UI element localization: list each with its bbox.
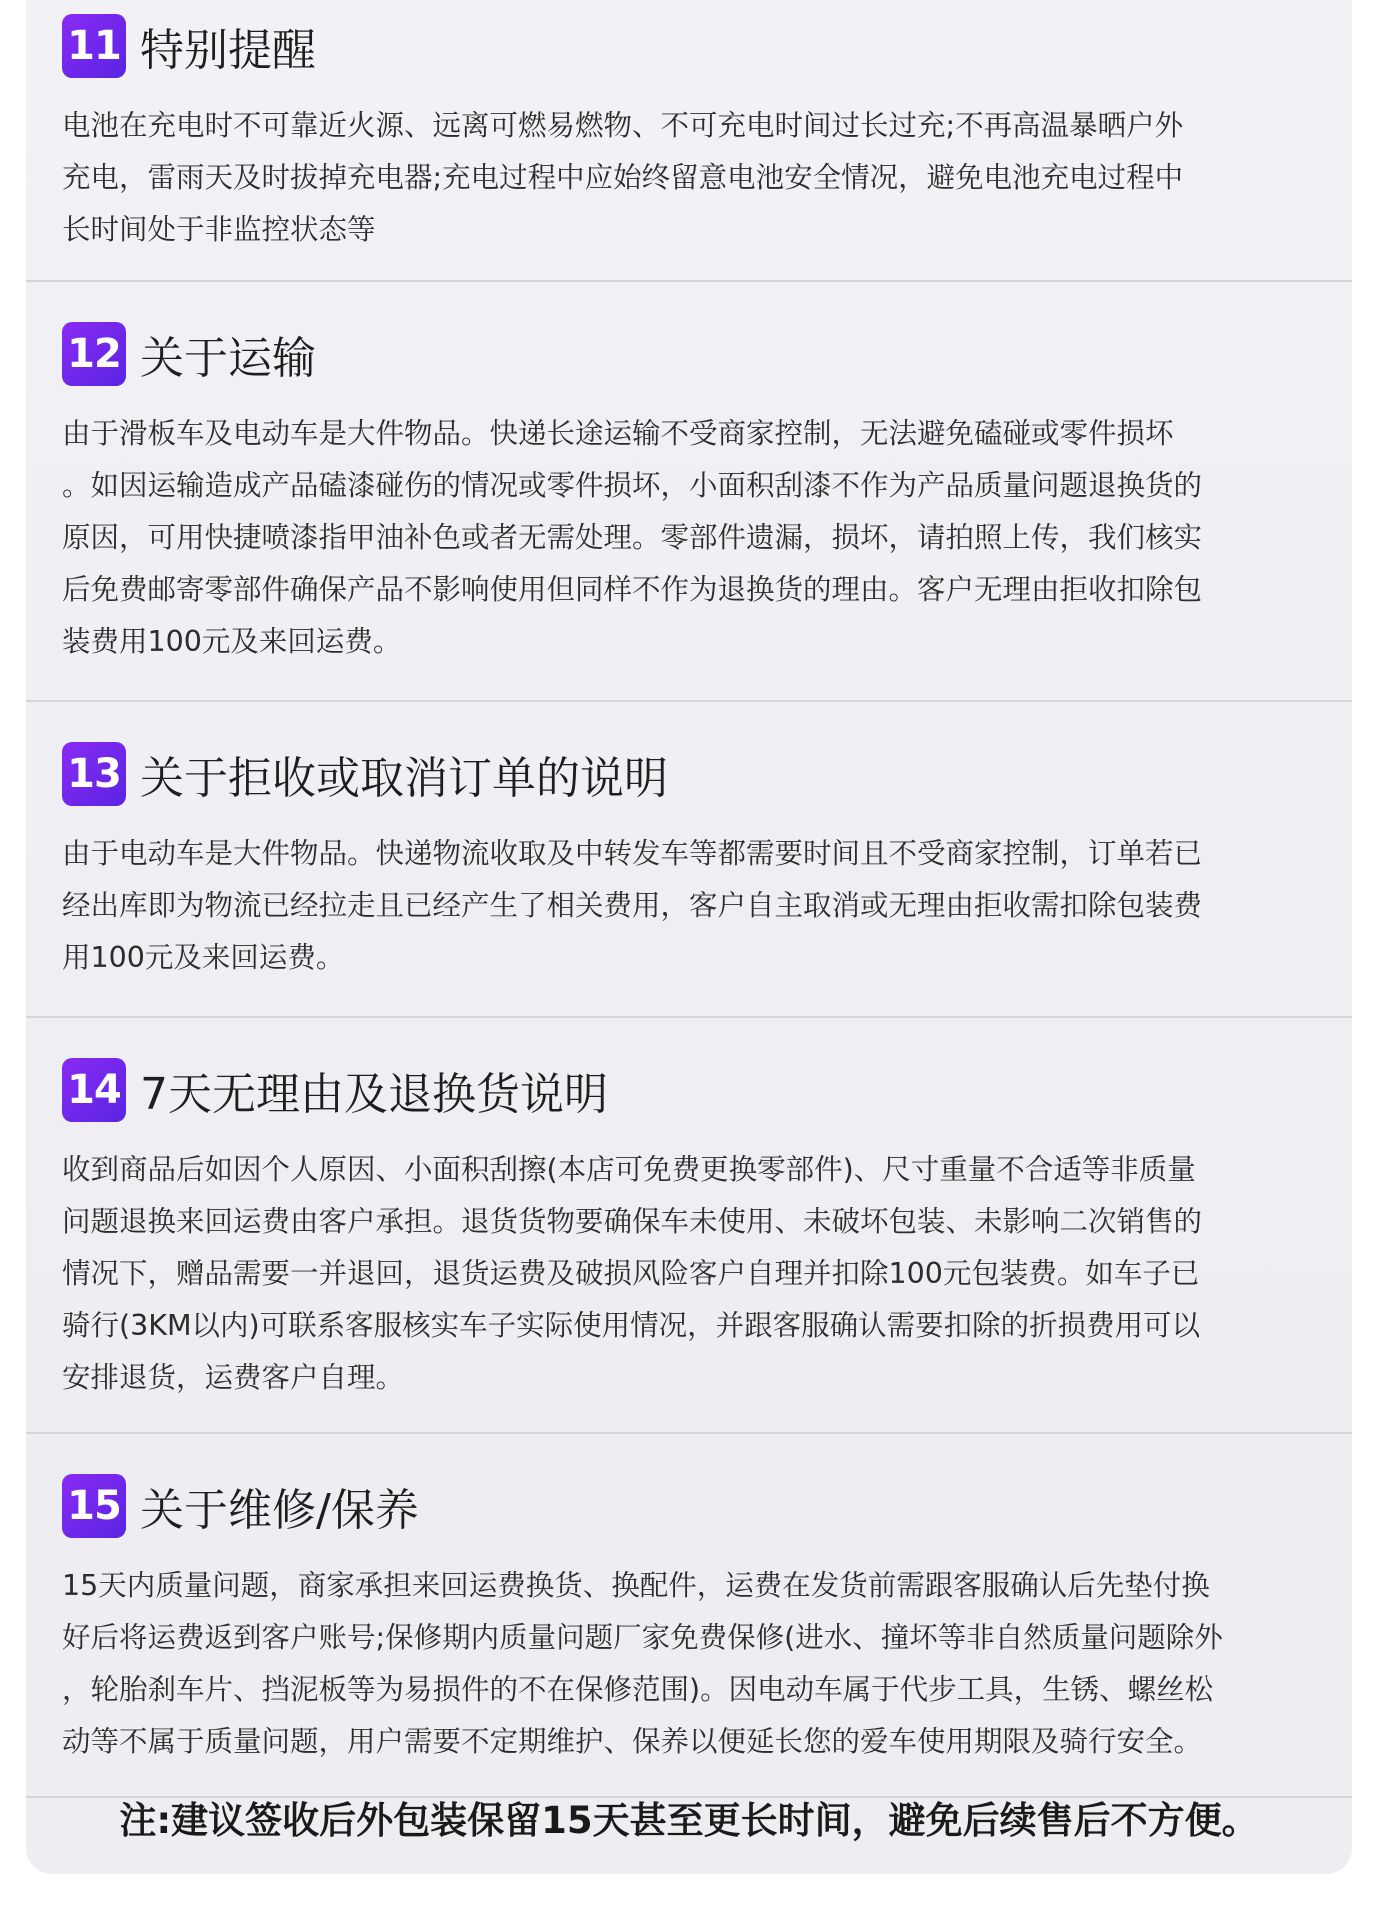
section-header	[62, 1058, 1322, 1122]
body-line: 动等不属于质量问题，用户需要不定期维护、保养以便延长您的爱车使用期限及骑行安全。	[62, 1725, 1203, 1758]
section-body	[62, 408, 1322, 668]
section-refuse-or-cancel-order	[26, 702, 1352, 1018]
body-line: 电池在充电时不可靠近火源、远离可燃易燃物、不可充电时间过长过充;不再高温暴晒户外	[62, 109, 1184, 142]
body-line: 装费用100元及来回运费。	[62, 625, 402, 658]
section-body	[62, 100, 1322, 256]
body-line: 充电，雷雨天及时拔掉充电器;充电过程中应始终留意电池安全情况，避免电池充电过程中	[62, 161, 1184, 194]
body-line: 由于电动车是大件物品。快递物流收取及中转发车等都需要时间且不受商家控制，订单若已	[62, 837, 1203, 870]
section-title: 关于维修/保养	[140, 1485, 419, 1536]
section-number-badge: 14	[62, 1058, 126, 1122]
section-header	[62, 14, 1322, 78]
section-title: 7天无理由及退换货说明	[140, 1069, 608, 1120]
body-line: 好后将运费返到客户账号;保修期内质量问题厂家免费保修(进水、撞坏等非自然质量问题除外	[62, 1621, 1223, 1654]
body-line: 原因，可用快捷喷漆指甲油补色或者无需处理。零部件遗漏，损坏，请拍照上传，我们核实	[62, 521, 1203, 554]
body-line: 情况下，赠品需要一并退回，退货运费及破损风险客户自理并扣除100元包装费。如车子已	[62, 1257, 1200, 1290]
body-line: 由于滑板车及电动车是大件物品。快递长途运输不受商家控制，无法避免磕碰或零件损坏	[62, 417, 1174, 450]
section-header	[62, 742, 1322, 806]
section-repair-maintenance	[26, 1434, 1352, 1798]
section-body	[62, 1144, 1322, 1404]
body-line: 长时间处于非监控状态等	[62, 213, 376, 246]
section-body	[62, 1560, 1322, 1768]
section-7-day-return	[26, 1018, 1352, 1434]
section-number-badge: 13	[62, 742, 126, 806]
section-number-badge: 11	[62, 14, 126, 78]
body-line: 后免费邮寄零部件确保产品不影响使用但同样不作为退换货的理由。客户无理由拒收扣除包	[62, 573, 1203, 606]
after-sales-notice-card	[26, 0, 1352, 1874]
body-line: 经出库即为物流已经拉走且已经产生了相关费用，客户自主取消或无理由拒收需扣除包装费	[62, 889, 1203, 922]
section-body	[62, 828, 1322, 984]
body-line: 用100元及来回运费。	[62, 941, 345, 974]
footer-note: 注:建议签收后外包装保留15天甚至更长时间，避免后续售后不方便。	[119, 1799, 1259, 1842]
body-line: ，轮胎刹车片、挡泥板等为易损件的不在保修范围)。因电动车属于代步工具，生锈、螺丝松	[62, 1673, 1214, 1706]
section-title: 关于拒收或取消订单的说明	[140, 753, 668, 804]
body-line: 安排退货，运费客户自理。	[62, 1361, 405, 1394]
section-number-badge: 15	[62, 1474, 126, 1538]
body-line: 。如因运输造成产品磕漆碰伤的情况或零件损坏，小面积刮漆不作为产品质量问题退换货的	[62, 469, 1203, 502]
body-line: 问题退换来回运费由客户承担。退货货物要确保车未使用、未破坏包装、未影响二次销售的	[62, 1205, 1203, 1238]
section-header	[62, 322, 1322, 386]
body-line: 15天内质量问题，商家承担来回运费换货、换配件，运费在发货前需跟客服确认后先垫付换	[62, 1569, 1210, 1602]
section-title: 关于运输	[140, 333, 316, 384]
section-number-badge: 12	[62, 322, 126, 386]
section-header	[62, 1474, 1322, 1538]
section-shipping	[26, 282, 1352, 702]
section-special-reminder	[26, 0, 1352, 282]
body-line: 收到商品后如因个人原因、小面积刮擦(本店可免费更换零部件)、尺寸重量不合适等非质量	[62, 1153, 1196, 1186]
section-title: 特别提醒	[140, 25, 316, 76]
body-line: 骑行(3KM以内)可联系客服核实车子实际使用情况，并跟客服确认需要扣除的折损费用可以	[62, 1309, 1201, 1342]
